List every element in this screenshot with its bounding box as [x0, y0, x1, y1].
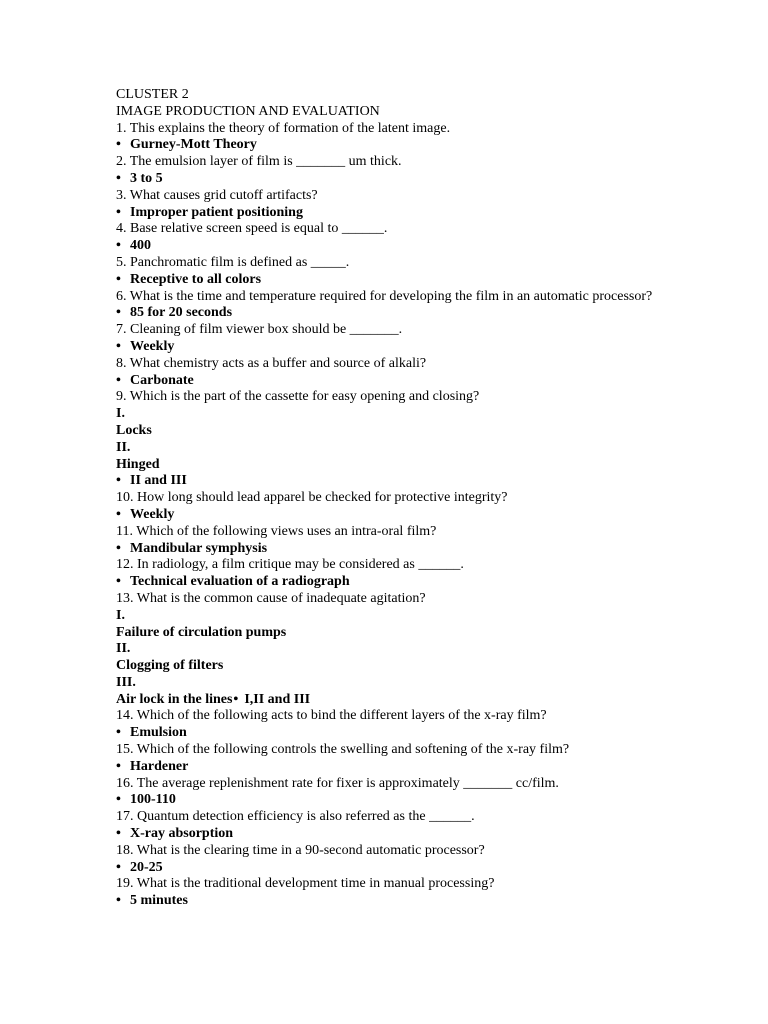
line-text: 20-25 — [130, 859, 163, 875]
line-text: 16. The average replenishment rate for fixer is approximately _______ cc/film. — [116, 775, 559, 791]
answer-line — [116, 541, 656, 558]
line-text: I,II and III — [244, 691, 311, 707]
answer-line — [116, 725, 656, 742]
option-line — [116, 641, 656, 658]
answer-line — [116, 759, 656, 776]
bullet-icon: • — [116, 473, 121, 489]
line-text: Mandibular symphysis — [130, 540, 268, 556]
line-text: II. — [116, 439, 131, 455]
line-text: 9. Which is the part of the cassette for easy opening and closing? — [116, 389, 480, 405]
line-text: 3 to 5 — [130, 170, 163, 186]
bullet-icon: • — [116, 271, 121, 287]
line-text: 85 for 20 seconds — [130, 305, 233, 321]
line-text: Weekly — [130, 506, 175, 522]
question-line — [116, 876, 656, 893]
option-line — [116, 625, 656, 642]
answer-line — [116, 339, 656, 356]
option-line — [116, 692, 656, 709]
bullet-icon: • — [116, 170, 121, 186]
bullet-icon: • — [116, 574, 121, 590]
question-line — [116, 809, 656, 826]
question-line — [116, 289, 656, 306]
bullet-icon: • — [116, 758, 121, 774]
bullet-icon: • — [116, 137, 121, 153]
bullet-icon: • — [233, 691, 239, 707]
option-line — [116, 423, 656, 440]
option-line — [116, 658, 656, 675]
answer-line — [116, 893, 656, 910]
line-text: Emulsion — [130, 725, 187, 741]
question-line — [116, 843, 656, 860]
answer-line — [116, 860, 656, 877]
option-line — [116, 608, 656, 625]
answer-line — [116, 137, 656, 154]
question-line — [116, 776, 656, 793]
question-line — [116, 188, 656, 205]
bullet-icon: • — [116, 204, 121, 220]
line-text: 400 — [130, 238, 151, 254]
line-text: 100-110 — [130, 792, 176, 808]
cluster-title: CLUSTER 2 — [116, 87, 189, 102]
answer-line — [116, 305, 656, 322]
question-line — [116, 389, 656, 406]
line-text: 5 minutes — [130, 893, 188, 909]
line-text: Hinged — [116, 456, 160, 472]
option-line — [116, 675, 656, 692]
answer-line — [116, 171, 656, 188]
line-text: Locks — [116, 422, 152, 438]
question-line — [116, 490, 656, 507]
line-text: I. — [116, 406, 125, 422]
line-text: 14. Which of the following acts to bind the different layers of the x-ray film? — [116, 708, 547, 724]
question-line — [116, 154, 656, 171]
answer-line — [116, 238, 656, 255]
line-text: Weekly — [130, 338, 175, 354]
bullet-icon: • — [116, 372, 121, 388]
line-text: 4. Base relative screen speed is equal to ______. — [116, 221, 388, 237]
answer-line — [116, 574, 656, 591]
line-text: Carbonate — [130, 372, 194, 388]
line-text: 7. Cleaning of film viewer box should be _______. — [116, 322, 403, 338]
bullet-icon: • — [116, 338, 121, 354]
bullet-icon: • — [116, 305, 121, 321]
line-text: I. — [116, 607, 125, 623]
bullet-icon: • — [116, 893, 121, 909]
bullet-icon: • — [116, 506, 121, 522]
line-text: X-ray absorption — [130, 826, 234, 842]
line-text: 15. Which of the following controls the swelling and softening of the x-ray film? — [116, 742, 570, 758]
section-heading: IMAGE PRODUCTION AND EVALUATION — [116, 103, 380, 119]
bullet-icon: • — [116, 792, 121, 808]
question-line — [116, 322, 656, 339]
line-text: Gurney-Mott Theory — [130, 137, 257, 153]
bullet-icon: • — [116, 238, 121, 254]
line-text: III. — [116, 674, 136, 690]
question-line — [116, 221, 656, 238]
line-text: 19. What is the traditional development time in manual processing? — [116, 876, 495, 892]
question-line — [116, 121, 656, 138]
line-text: Failure of circulation pumps — [116, 624, 287, 640]
line-text: II. — [116, 641, 131, 657]
line-text: 6. What is the time and temperature required for developing the film in an automatic processor? — [116, 288, 653, 304]
answer-line — [116, 792, 656, 809]
line-text: 3. What causes grid cutoff artifacts? — [116, 187, 318, 203]
answer-line — [116, 473, 656, 490]
question-line — [116, 557, 656, 574]
question-list — [116, 121, 656, 910]
document-page — [116, 87, 656, 910]
line-text: 11. Which of the following views uses an intra-oral film? — [116, 523, 437, 539]
answer-line — [116, 272, 656, 289]
question-line — [116, 742, 656, 759]
line-text: 12. In radiology, a film critique may be considered as ______. — [116, 557, 464, 573]
option-line — [116, 457, 656, 474]
line-text: 1. This explains the theory of formation of the latent image. — [116, 120, 451, 136]
answer-line — [116, 373, 656, 390]
line-text: II and III — [130, 473, 187, 489]
line-text: Hardener — [130, 758, 189, 774]
line-text: Improper patient positioning — [130, 204, 303, 220]
question-line — [116, 255, 656, 272]
bullet-icon: • — [116, 826, 121, 842]
line-text: Receptive to all colors — [130, 271, 262, 287]
question-line — [116, 591, 656, 608]
option-line — [116, 406, 656, 423]
bullet-icon: • — [116, 540, 121, 556]
line-text: Technical evaluation of a radiograph — [130, 574, 350, 590]
line-text: Clogging of filters — [116, 658, 224, 674]
bullet-icon: • — [116, 725, 121, 741]
line-text: Air lock in the lines — [116, 691, 233, 707]
line-text: 5. Panchromatic film is defined as _____. — [116, 254, 350, 270]
line-text: 13. What is the common cause of inadequate agitation? — [116, 590, 426, 606]
question-line — [116, 524, 656, 541]
answer-line — [116, 507, 656, 524]
line-text: 10. How long should lead apparel be checked for protective integrity? — [116, 490, 508, 506]
bullet-icon: • — [116, 859, 121, 875]
line-text: 8. What chemistry acts as a buffer and source of alkali? — [116, 355, 427, 371]
question-line — [116, 356, 656, 373]
line-text: 17. Quantum detection efficiency is also referred as the ______. — [116, 809, 475, 825]
line-text: 18. What is the clearing time in a 90-second automatic processor? — [116, 842, 485, 858]
answer-line — [116, 826, 656, 843]
answer-line — [116, 205, 656, 222]
line-text: 2. The emulsion layer of film is _______ um thick. — [116, 154, 402, 170]
question-line — [116, 708, 656, 725]
option-line — [116, 440, 656, 457]
